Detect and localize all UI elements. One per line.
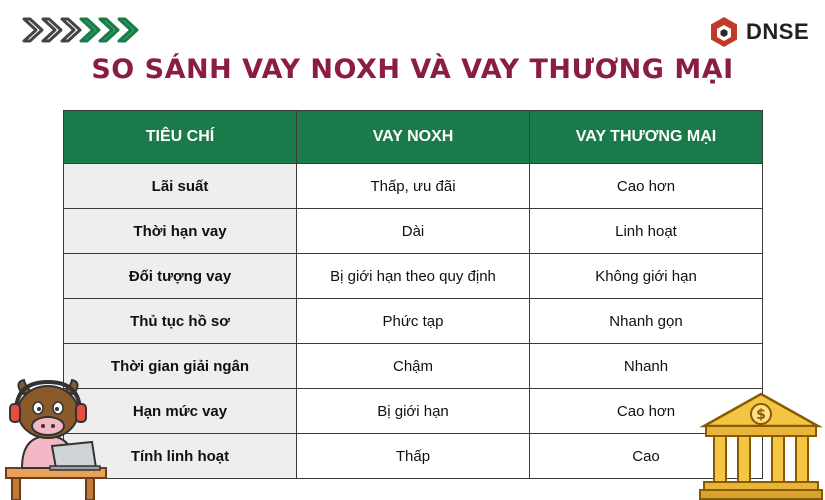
noxh-cell: Bị giới hạn	[297, 389, 530, 434]
table-row	[64, 164, 763, 209]
criteria-cell: Lãi suất	[64, 164, 297, 209]
criteria-cell: Hạn mức vay	[64, 389, 297, 434]
comparison-table	[63, 110, 763, 479]
commercial-cell: Cao	[530, 434, 763, 479]
table-row	[64, 299, 763, 344]
bank-building-dollar-icon	[698, 392, 825, 500]
table-row	[64, 254, 763, 299]
commercial-cell: Cao hơn	[530, 164, 763, 209]
noxh-cell: Phức tạp	[297, 299, 530, 344]
header-criteria: TIÊU CHÍ	[64, 111, 297, 164]
page-title: SO SÁNH VAY NOXH VÀ VAY THƯƠNG MẠI	[91, 54, 734, 85]
chevron-arrows-icon	[22, 16, 140, 44]
svg-text:$: $	[756, 407, 766, 423]
cow-mascot-laptop-icon	[0, 376, 110, 500]
header-commercial: VAY THƯƠNG MẠI	[530, 111, 763, 164]
noxh-cell: Bị giới hạn theo quy định	[297, 254, 530, 299]
table-row	[64, 344, 763, 389]
dnse-logo-icon	[708, 16, 740, 48]
commercial-cell: Nhanh gọn	[530, 299, 763, 344]
brand-logo	[708, 16, 809, 48]
table-header-row	[64, 111, 763, 164]
criteria-cell: Thời gian giải ngân	[64, 344, 297, 389]
table-row	[64, 389, 763, 434]
noxh-cell: Thấp, ưu đãi	[297, 164, 530, 209]
criteria-cell: Tính linh hoạt	[64, 434, 297, 479]
commercial-cell: Nhanh	[530, 344, 763, 389]
commercial-cell: Linh hoạt	[530, 209, 763, 254]
noxh-cell: Thấp	[297, 434, 530, 479]
commercial-cell: Không giới hạn	[530, 254, 763, 299]
criteria-cell: Thủ tục hồ sơ	[64, 299, 297, 344]
commercial-cell: Cao hơn	[530, 389, 763, 434]
noxh-cell: Chậm	[297, 344, 530, 389]
brand-name: DNSE	[746, 19, 810, 44]
criteria-cell: Đối tượng vay	[64, 254, 297, 299]
header-noxh: VAY NOXH	[297, 111, 530, 164]
table-row	[64, 434, 763, 479]
table-row	[64, 209, 763, 254]
criteria-cell: Thời hạn vay	[64, 209, 297, 254]
noxh-cell: Dài	[297, 209, 530, 254]
